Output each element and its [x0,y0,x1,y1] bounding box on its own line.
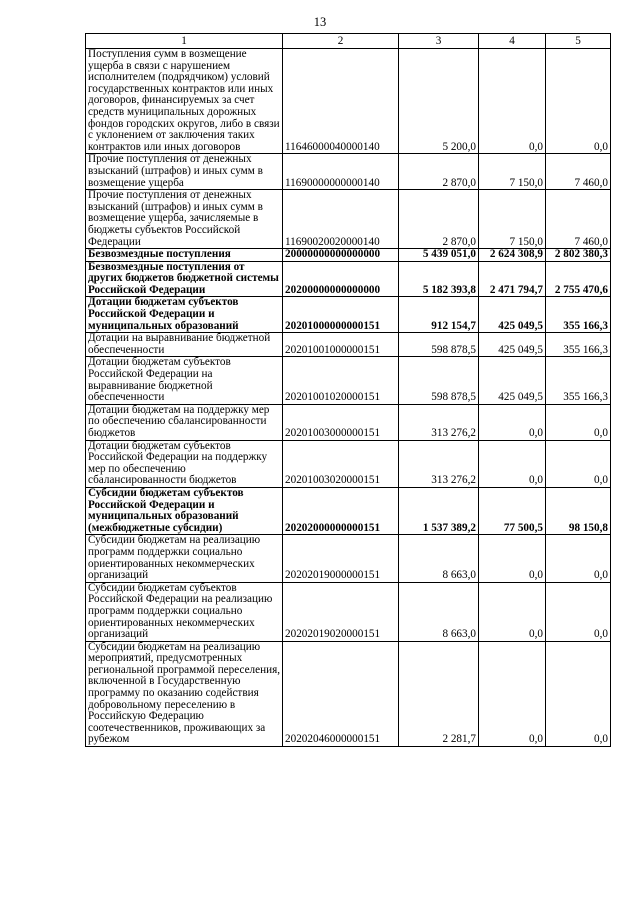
row-code: 20202046000000151 [283,641,399,746]
row-value-col3: 8 663,0 [399,535,479,582]
row-value-col5: 355 166,3 [546,357,611,404]
row-name: Безвозмездные поступления от других бюджетов бюджетной системы Российской Федерации [86,261,283,297]
row-code: 11646000040000140 [283,49,399,154]
row-code: 11690020020000140 [283,190,399,249]
row-value-col3: 5 200,0 [399,49,479,154]
row-value-col5: 0,0 [546,404,611,440]
row-value-col5: 98 150,8 [546,487,611,534]
table-row [86,357,611,404]
row-value-col4: 77 500,5 [479,487,546,534]
column-header-5: 5 [546,34,611,49]
row-value-col4: 0,0 [479,49,546,154]
row-value-col5: 0,0 [546,440,611,487]
row-value-col4: 2 471 794,7 [479,261,546,297]
row-code: 20202019000000151 [283,535,399,582]
table-row [86,487,611,534]
table-row [86,333,611,357]
row-value-col4: 0,0 [479,440,546,487]
row-name: Прочие поступления от денежных взысканий (штрафов) и иных сумм в возмещение ущерба, зачисляемые в бюджеты субъектов Российской Федерации [86,190,283,249]
row-value-col3: 8 663,0 [399,582,479,641]
row-code: 20200000000000000 [283,261,399,297]
table-row [86,249,611,262]
row-value-col5: 2 755 470,6 [546,261,611,297]
row-value-col3: 2 870,0 [399,190,479,249]
row-value-col4: 0,0 [479,582,546,641]
table-row [86,261,611,297]
row-value-col3: 598 878,5 [399,357,479,404]
row-value-col5: 2 802 380,3 [546,249,611,262]
row-name: Дотации бюджетам на поддержку мер по обеспечению сбалансированности бюджетов [86,404,283,440]
row-name: Дотации бюджетам субъектов Российской Федерации на поддержку мер по обеспечению сбалансированности бюджетов [86,440,283,487]
row-value-col4: 425 049,5 [479,357,546,404]
row-name: Дотации бюджетам субъектов Российской Федерации и муниципальных образований [86,297,283,333]
table-row [86,154,611,190]
row-name: Субсидии бюджетам на реализацию мероприятий, предусмотренных региональной программой переселения, включенной в Государственную программу по оказанию содействия добровольному переселению в Российскую Федерацию соотечественников, проживающих за рубежом [86,641,283,746]
row-code: 20201003000000151 [283,404,399,440]
row-name: Дотации на выравнивание бюджетной обеспеченности [86,333,283,357]
row-code: 20201001020000151 [283,357,399,404]
row-code: 20202000000000151 [283,487,399,534]
row-code: 11690000000000140 [283,154,399,190]
budget-revenue-table [85,33,611,747]
row-value-col3: 313 276,2 [399,440,479,487]
column-header-3: 3 [399,34,479,49]
row-value-col3: 598 878,5 [399,333,479,357]
row-value-col4: 0,0 [479,404,546,440]
table-row [86,404,611,440]
row-code: 20201003020000151 [283,440,399,487]
table-row [86,297,611,333]
row-code: 20000000000000000 [283,249,399,262]
row-value-col3: 912 154,7 [399,297,479,333]
row-name: Безвозмездные поступления [86,249,283,262]
row-name: Субсидии бюджетам субъектов Российской Федерации на реализацию программ поддержки социально ориентированных некоммерческих организаций [86,582,283,641]
table-row [86,535,611,582]
page-number: 13 [313,15,327,29]
row-value-col3: 1 537 389,2 [399,487,479,534]
row-value-col5: 0,0 [546,535,611,582]
table-row [86,49,611,154]
table-row [86,641,611,746]
row-value-col3: 5 439 051,0 [399,249,479,262]
row-value-col5: 7 460,0 [546,154,611,190]
row-value-col4: 7 150,0 [479,190,546,249]
row-value-col5: 0,0 [546,49,611,154]
row-value-col4: 425 049,5 [479,297,546,333]
row-name: Дотации бюджетам субъектов Российской Федерации на выравнивание бюджетной обеспеченности [86,357,283,404]
row-value-col3: 2 870,0 [399,154,479,190]
row-name: Поступления сумм в возмещение ущерба в связи с нарушением исполнителем (подрядчиком) условий государственных контрактов или иных договоров, финансируемых за счет средств муниципальных дорожных фондов городских округов, либо в связи с уклонением от заключения таких контрактов или иных договоров [86,49,283,154]
row-value-col5: 355 166,3 [546,333,611,357]
table-body [86,49,611,747]
row-value-col4: 2 624 308,9 [479,249,546,262]
column-header-1: 1 [86,34,283,49]
table-row [86,582,611,641]
row-value-col4: 425 049,5 [479,333,546,357]
row-value-col4: 7 150,0 [479,154,546,190]
row-code: 20202019020000151 [283,582,399,641]
row-code: 20201001000000151 [283,333,399,357]
row-code: 20201000000000151 [283,297,399,333]
row-value-col3: 2 281,7 [399,641,479,746]
row-name: Субсидии бюджетам субъектов Российской Федерации и муниципальных образований (межбюджетные субсидии) [86,487,283,534]
row-name: Прочие поступления от денежных взысканий (штрафов) и иных сумм в возмещение ущерба [86,154,283,190]
row-value-col3: 313 276,2 [399,404,479,440]
row-value-col5: 0,0 [546,582,611,641]
row-value-col5: 7 460,0 [546,190,611,249]
row-value-col3: 5 182 393,8 [399,261,479,297]
table-header-row [86,34,611,49]
row-name: Субсидии бюджетам на реализацию программ поддержки социально ориентированных некоммерческих организаций [86,535,283,582]
column-header-2: 2 [283,34,399,49]
row-value-col4: 0,0 [479,535,546,582]
table-row [86,440,611,487]
column-header-4: 4 [479,34,546,49]
row-value-col4: 0,0 [479,641,546,746]
row-value-col5: 355 166,3 [546,297,611,333]
row-value-col5: 0,0 [546,641,611,746]
table-row [86,190,611,249]
